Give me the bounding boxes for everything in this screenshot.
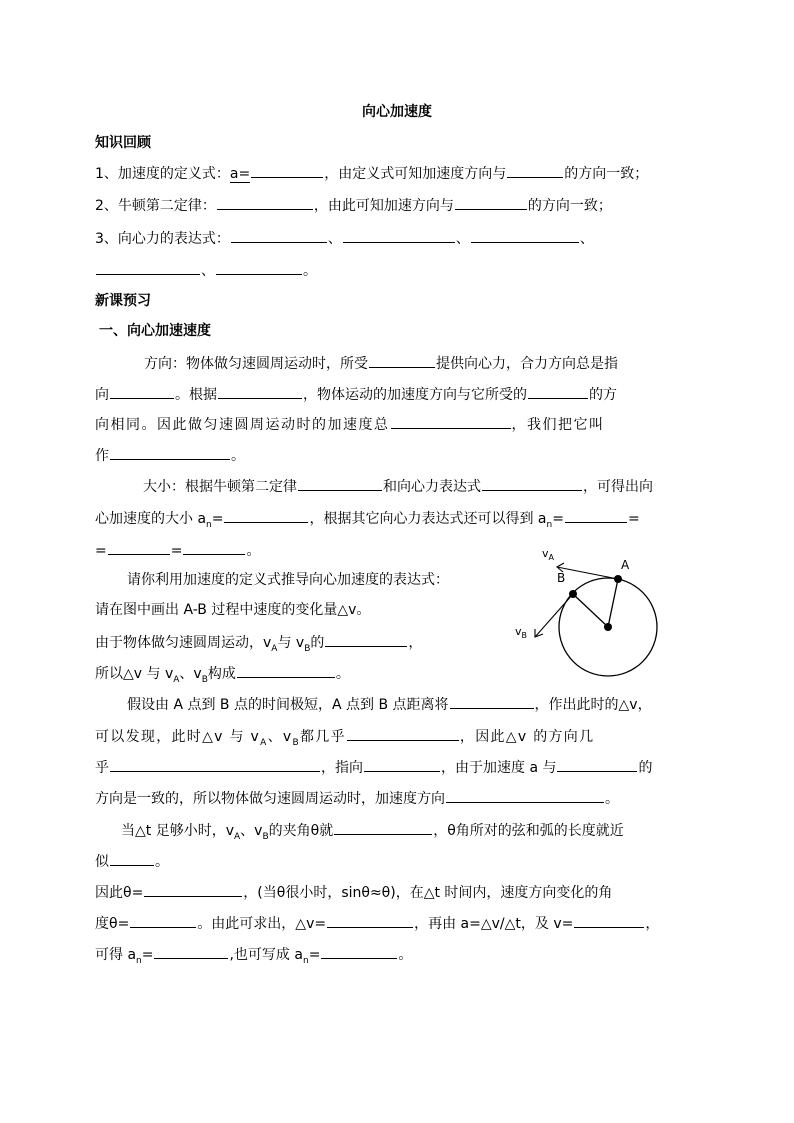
subscript: A	[260, 737, 268, 748]
text: ，根据其它向心力表达式还可以得到 a	[309, 511, 547, 527]
blank[interactable]	[96, 260, 200, 275]
text: 。	[246, 543, 261, 559]
blank[interactable]	[528, 384, 588, 399]
text: ，指向	[321, 760, 363, 776]
blank[interactable]	[446, 788, 604, 803]
text: 的	[638, 760, 653, 776]
label-b: B	[557, 571, 566, 585]
blank[interactable]	[110, 757, 320, 772]
text: =	[627, 511, 640, 527]
text: ，θ角所对的弦和弧的长度就近	[433, 823, 624, 839]
blank[interactable]	[224, 508, 308, 523]
page-title: 向心加速度	[362, 104, 432, 120]
blank[interactable]	[110, 445, 230, 460]
final-line-2	[95, 913, 659, 934]
blank[interactable]	[450, 694, 534, 709]
radius-a	[608, 579, 618, 627]
blank[interactable]	[144, 882, 242, 897]
center-point	[604, 623, 612, 631]
text: 可以发现，此时△v 与 v	[95, 729, 261, 745]
blank[interactable]	[565, 508, 627, 523]
subscript: n	[136, 955, 142, 966]
subscript: A	[271, 643, 278, 654]
text: 的夹角θ就	[268, 823, 334, 839]
blank[interactable]	[183, 540, 245, 555]
assume-line-3	[95, 757, 652, 778]
text: =	[552, 511, 564, 527]
text: ，(当θ很小时，sinθ≈θ)，在△t 时间内，速度方向变化的角	[243, 885, 613, 901]
blank[interactable]	[237, 663, 335, 678]
size-line-1	[95, 476, 653, 497]
q3-end: 。	[303, 263, 317, 279]
text: 构成	[207, 666, 236, 682]
text: 心加速度的大小 a	[95, 511, 207, 527]
derive-line-1: 请你利用加速度的定义式推导向心加速度的表达式：	[127, 572, 449, 588]
text: ,也可写成 a	[229, 947, 303, 963]
blank[interactable]	[231, 228, 327, 243]
text: 和向心力表达式	[383, 479, 481, 495]
q3-sep: 、	[201, 263, 215, 279]
q2-prefix: 2、牛顿第二定律：	[95, 198, 216, 214]
text: 假设由 A 点到 B 点的时间极短，A 点到 B 点距离将	[127, 697, 449, 713]
text: 提供向心力，合力方向总是指	[436, 356, 618, 372]
text: ，作出此时的△v，	[534, 697, 652, 713]
q3-sep: 、	[579, 231, 594, 247]
blank[interactable]	[455, 195, 527, 210]
text: =	[308, 947, 321, 963]
text: 可得 a	[95, 947, 137, 963]
text: ，可得出向	[583, 479, 653, 495]
assume-line-1	[95, 694, 652, 715]
q1-end: 的方向一致；	[564, 166, 649, 182]
assume-line-2	[95, 726, 594, 747]
blank[interactable]	[369, 353, 435, 368]
subscript: B	[304, 643, 311, 654]
label-vb: $v_B$	[515, 625, 528, 640]
derive-line-4	[95, 663, 350, 684]
blank[interactable]	[347, 726, 459, 741]
text: 度θ=	[95, 916, 130, 932]
blank[interactable]	[216, 260, 302, 275]
label-va: $v_A$	[542, 547, 554, 562]
blank[interactable]	[218, 384, 302, 399]
blank[interactable]	[154, 944, 228, 959]
text: =	[95, 543, 107, 559]
q3-sep: 、	[455, 231, 470, 247]
text: 。	[605, 791, 619, 807]
blank[interactable]	[298, 476, 382, 491]
dir-line-4	[95, 445, 245, 466]
final-line-3	[95, 944, 412, 965]
size-line-2	[95, 508, 640, 529]
blank[interactable]	[471, 228, 579, 243]
text: 乎	[95, 760, 109, 776]
text: 。	[155, 854, 169, 870]
text: ，	[645, 916, 660, 932]
text: 。根据	[175, 387, 217, 403]
blank[interactable]	[110, 851, 154, 866]
review-q2	[95, 195, 612, 216]
label-a: A	[621, 558, 630, 572]
section-heading: 一、向心加速速度	[99, 323, 211, 339]
blank[interactable]	[110, 384, 174, 399]
dir-line-2	[95, 384, 617, 405]
q1-aeq: a=	[229, 166, 251, 182]
dir-line-3	[95, 414, 605, 435]
q2-mid: ，由此可知加速方向与	[313, 198, 454, 214]
blank[interactable]	[343, 228, 455, 243]
text: 似	[95, 854, 109, 870]
text: 、v	[267, 729, 293, 745]
blank[interactable]	[334, 820, 432, 835]
blank[interactable]	[391, 414, 511, 429]
size-line-3	[95, 540, 260, 561]
review-heading: 知识回顾	[95, 135, 151, 151]
blank[interactable]	[325, 632, 407, 647]
velocity-b-arrow	[535, 594, 573, 637]
circular-motion-figure	[506, 545, 666, 685]
text: 向相同。因此做匀速圆周运动时的加速度总	[95, 417, 390, 433]
assume-line-4	[95, 788, 619, 809]
text: 大小：根据牛顿第二定律	[143, 479, 297, 495]
text: 由于物体做匀速圆周运动，v	[95, 635, 272, 651]
text: 。	[335, 666, 350, 682]
subscript: A	[173, 674, 180, 685]
small-line-1	[95, 820, 624, 841]
subscript: A	[234, 831, 241, 842]
blank[interactable]	[217, 195, 313, 210]
text: 方向：物体做匀速圆周运动时，所受	[144, 356, 368, 372]
derive-line-2: 请在图中画出 A-B 过程中速度的变化量△v。	[95, 602, 371, 618]
blank[interactable]	[507, 163, 563, 178]
text: 向	[95, 387, 109, 403]
subscript: n	[302, 955, 309, 966]
velocity-a-arrow	[557, 567, 618, 579]
text: ，物体运动的加速度方向与它所受的	[303, 387, 527, 403]
text: 作	[95, 448, 109, 464]
review-q3-cont	[95, 260, 317, 281]
blank[interactable]	[108, 540, 170, 555]
subscript: B	[201, 674, 208, 685]
blank[interactable]	[251, 163, 323, 178]
text: 。	[231, 448, 245, 464]
q1-mid: ，由定义式可知加速度方向与	[324, 166, 507, 182]
text: ，由于加速度 a 与	[441, 760, 557, 776]
text: =	[141, 947, 154, 963]
small-line-2	[95, 851, 169, 872]
text: 的方	[589, 387, 617, 403]
text: 因此θ=	[95, 885, 144, 901]
text: 、v	[179, 666, 202, 682]
text: ，我们把它叫	[511, 417, 605, 433]
text: 、v	[240, 823, 263, 839]
blank[interactable]	[557, 757, 637, 772]
q3-prefix: 3、向心力的表达式：	[95, 231, 230, 247]
blank[interactable]	[321, 944, 397, 959]
review-q3	[95, 228, 594, 249]
text: =	[170, 543, 183, 559]
blank[interactable]	[574, 913, 644, 928]
text: 方向是一致的，所以物体做匀速圆周运动时，加速度方向	[95, 791, 445, 807]
q1-prefix: 1、加速度的定义式：	[95, 166, 230, 182]
q3-sep: 、	[327, 231, 342, 247]
subscript: B	[292, 737, 300, 748]
subscript: B	[262, 831, 269, 842]
text: 。由此可求出，△v=	[197, 916, 327, 932]
text: 的	[310, 635, 325, 651]
blank[interactable]	[130, 913, 196, 928]
text: 当△t 足够小时，v	[121, 823, 234, 839]
preview-heading: 新课预习	[95, 293, 151, 309]
blank[interactable]	[327, 913, 413, 928]
text: 与 v	[277, 635, 305, 651]
final-line-1	[95, 882, 612, 903]
review-q1	[95, 163, 648, 184]
radius-b	[573, 594, 608, 627]
dir-line-1	[95, 353, 699, 374]
text: ，再由 a=△v/△t，及 v=	[414, 916, 574, 932]
q2-end: 的方向一致；	[527, 198, 612, 214]
subscript: n	[546, 519, 553, 530]
text: 所以△v 与 v	[95, 666, 174, 682]
blank[interactable]	[482, 476, 582, 491]
text: 。	[398, 947, 413, 963]
text: =	[211, 511, 224, 527]
text: 都几乎	[299, 729, 346, 745]
blank[interactable]	[364, 757, 440, 772]
subscript: n	[206, 519, 212, 530]
text: ，因此△v 的方向几	[459, 729, 595, 745]
derive-line-3: 由于物体做匀速圆周运动，$v_A$与 $v_B$的 ，	[95, 632, 422, 653]
